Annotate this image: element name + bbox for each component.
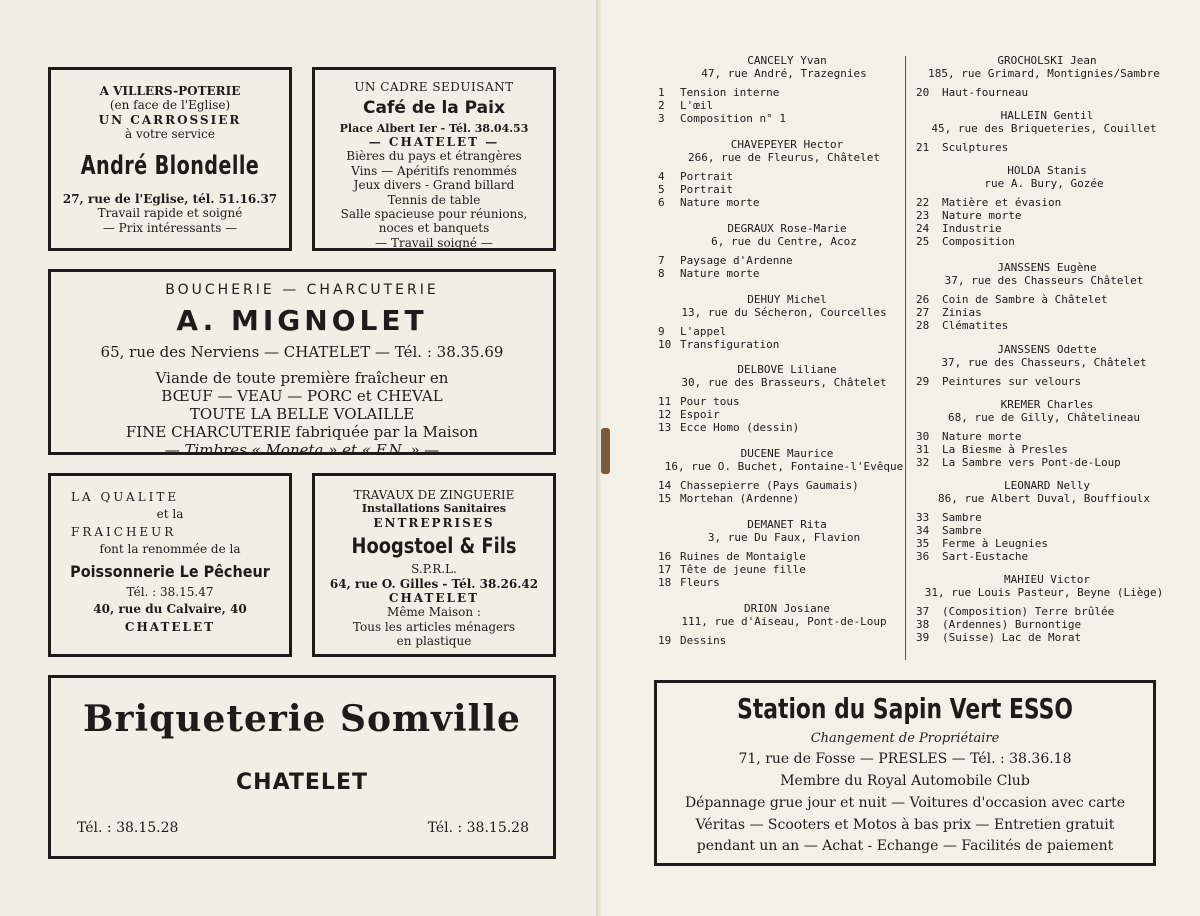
- ad-business-name: Café de la Paix: [363, 98, 505, 119]
- ad-address: 65, rue des Nerviens — CHATELET — Tél. : 38.35.69: [100, 343, 504, 362]
- ad-line: — CHATELET —: [368, 134, 500, 149]
- work-item: [910, 443, 1174, 456]
- ad-line: et la: [156, 507, 184, 522]
- ad-line: Véritas — Scooters et Motos à bas prix — Entretien gratuit: [695, 816, 1115, 833]
- artist-address: 3, rue Du Faux, Flavion: [707, 531, 861, 544]
- work-list: [910, 293, 1174, 332]
- work-number: 12: [658, 408, 672, 421]
- artist-entry: [652, 363, 912, 434]
- work-title: Pour tous: [680, 395, 740, 408]
- work-list: [910, 430, 1174, 469]
- ad-line: Même Maison :: [387, 605, 481, 620]
- artist-entry: [910, 109, 1174, 154]
- work-item: [910, 293, 1174, 306]
- work-number: 10: [658, 338, 672, 351]
- ad-line: 64, rue O. Gilles - Tél. 38.26.42: [329, 576, 539, 591]
- work-item: [652, 112, 912, 125]
- work-item: [652, 576, 912, 589]
- work-list: [652, 634, 912, 647]
- work-list: [652, 170, 912, 209]
- ad-line: Dépannage grue jour et nuit — Voitures d'occasion avec carte: [684, 794, 1126, 811]
- work-number: 22: [916, 196, 930, 209]
- artist-address: 86, rue Albert Duval, Bouffioulx: [938, 492, 1150, 505]
- work-item: [910, 209, 1174, 222]
- artist-entry: [910, 343, 1174, 388]
- artist-address: 16, rue O. Buchet, Fontaine-l'Evêque: [664, 460, 904, 473]
- ad-line: S.P.R.L.: [411, 562, 457, 577]
- artist-address: 37, rue des Chasseurs Châtelet: [944, 274, 1144, 287]
- work-item: [652, 196, 912, 209]
- work-number: 8: [658, 267, 665, 280]
- work-number: 34: [916, 524, 930, 537]
- work-title: (Suisse) Lac de Morat: [942, 631, 1082, 644]
- ad-subtitle: Changement de Propriétaire: [810, 730, 1000, 746]
- ad-station-esso: [654, 680, 1156, 866]
- work-number: 4: [658, 170, 665, 183]
- work-number: 21: [916, 141, 930, 154]
- work-title: Ruines de Montaigle: [680, 550, 806, 563]
- ad-business-name: Briqueterie Somville: [83, 698, 521, 740]
- artist-address: 111, rue d'Aiseau, Pont-de-Loup: [681, 615, 887, 628]
- artist-entry: [910, 164, 1174, 248]
- work-number: 23: [916, 209, 930, 222]
- work-item: [652, 99, 912, 112]
- ad-line: 40, rue du Calvaire, 40: [93, 602, 247, 617]
- work-number: 19: [658, 634, 672, 647]
- work-item: [910, 375, 1174, 388]
- artist-name: LEONARD Nelly: [1003, 479, 1091, 492]
- work-item: [910, 456, 1174, 469]
- ad-line: Tous les articles ménagers: [352, 619, 516, 634]
- ad-line: FRAICHEUR: [71, 524, 177, 539]
- artist-name: MAHIEU Victor: [1003, 573, 1091, 586]
- work-number: 3: [658, 112, 665, 125]
- work-item: [652, 254, 912, 267]
- work-item: [652, 395, 912, 408]
- ad-line: — Prix intéressants —: [102, 220, 238, 235]
- ad-line: CHATELET: [124, 619, 216, 634]
- ad-line: pendant un an — Achat - Echange — Facilités de paiement: [696, 838, 1114, 855]
- work-title: Transfiguration: [680, 338, 780, 351]
- artist-name: KREMER Charles: [1000, 398, 1094, 411]
- work-item: [910, 430, 1174, 443]
- work-title: Peintures sur velours: [942, 375, 1082, 388]
- ad-line: Salle spacieuse pour réunions,: [340, 206, 528, 221]
- work-number: 7: [658, 254, 665, 267]
- work-list: [910, 141, 1174, 154]
- ad-business-name: A. MIGNOLET: [176, 303, 428, 337]
- work-number: 17: [658, 563, 672, 576]
- work-item: [910, 86, 1174, 99]
- artist-entry: [652, 54, 912, 125]
- work-item: [910, 524, 1174, 537]
- ad-line: TRAVAUX DE ZINGUERIE: [353, 488, 515, 502]
- work-item: [910, 222, 1174, 235]
- work-title: (Ardennes) Burnontige: [942, 618, 1082, 631]
- artist-entry: [652, 447, 912, 505]
- ad-line: Installations Sanitaires: [361, 502, 507, 516]
- work-list: [910, 605, 1174, 644]
- work-title: Sart-Eustache: [942, 550, 1029, 563]
- work-number: 15: [658, 492, 672, 505]
- binding-stitch: [601, 428, 610, 474]
- artist-entry: [652, 222, 912, 280]
- work-number: 36: [916, 550, 930, 563]
- artist-entry: [652, 518, 912, 589]
- ad-line: Membre du Royal Automobile Club: [780, 772, 1030, 789]
- work-list: [910, 375, 1174, 388]
- artist-name: DELBOVE Liliane: [737, 363, 837, 376]
- work-title: Nature morte: [680, 196, 760, 209]
- artist-entry: [910, 479, 1174, 563]
- work-number: 13: [658, 421, 672, 434]
- work-list: [652, 325, 912, 351]
- work-number: 26: [916, 293, 930, 306]
- work-title: Composition n° 1: [680, 112, 786, 125]
- artist-name: CANCELY Yvan: [747, 54, 827, 67]
- ad-line: Place Albert Ier - Tél. 38.04.53: [339, 121, 529, 135]
- work-item: [910, 235, 1174, 248]
- work-number: 18: [658, 576, 672, 589]
- work-list: [910, 511, 1174, 563]
- artist-name: HOLDA Stanis: [1007, 164, 1087, 177]
- work-number: 11: [658, 395, 672, 408]
- work-title: Portrait: [680, 183, 733, 196]
- work-list: [652, 479, 912, 505]
- work-list: [910, 196, 1174, 248]
- work-list: [652, 86, 912, 125]
- ad-cafe: [312, 67, 556, 251]
- ad-poissonnerie: [48, 473, 292, 657]
- ad-phone-left: Tél. : 38.15.28: [77, 820, 179, 836]
- work-item: [910, 319, 1174, 332]
- work-item: [652, 634, 912, 647]
- work-number: 37: [916, 605, 930, 618]
- work-number: 31: [916, 443, 930, 456]
- artist-entry: [910, 573, 1174, 644]
- artist-address: 30, rue des Brasseurs, Châtelet: [681, 376, 887, 389]
- artist-name: DEHUY Michel: [747, 293, 827, 306]
- work-title: Portrait: [680, 170, 733, 183]
- work-number: 29: [916, 375, 930, 388]
- work-title: L'appel: [680, 325, 727, 338]
- work-number: 27: [916, 306, 930, 319]
- artist-name: HALLEIN Gentil: [1000, 109, 1094, 122]
- work-item: [652, 267, 912, 280]
- work-title: Sambre: [942, 524, 982, 537]
- artist-address: 185, rue Grimard, Montignies/Sambre: [928, 67, 1160, 80]
- ad-line: — Travail soigné —: [375, 235, 493, 250]
- catalogue-column-2: [910, 54, 1174, 649]
- ad-line: Bières du pays et étrangères: [346, 149, 522, 164]
- ad-line: font la renommée de la: [99, 542, 241, 557]
- work-list: [652, 550, 912, 589]
- ad-line: Viande de toute première fraîcheur en: [155, 369, 449, 388]
- work-item: [910, 537, 1174, 550]
- work-title: Coin de Sambre à Châtelet: [942, 293, 1108, 306]
- ad-line: CHATELET: [388, 590, 480, 605]
- work-item: [652, 550, 912, 563]
- ad-line: Travail rapide et soigné: [97, 206, 243, 221]
- ad-line: noces et banquets: [378, 221, 490, 236]
- artist-address: 13, rue du Sécheron, Courcelles: [681, 306, 887, 319]
- work-title: Tension interne: [680, 86, 780, 99]
- ad-business-name: Poissonnerie Le Pêcheur: [70, 561, 270, 581]
- work-item: [652, 563, 912, 576]
- ad-line: LA QUALITE: [71, 490, 180, 504]
- work-title: Ecce Homo (dessin): [680, 421, 800, 434]
- artist-name: DUCENE Maurice: [740, 447, 834, 460]
- work-number: 6: [658, 196, 665, 209]
- work-number: 14: [658, 479, 672, 492]
- ad-header: BOUCHERIE — CHARCUTERIE: [165, 282, 439, 298]
- ad-line: Jeux divers - Grand billard: [353, 178, 515, 193]
- artist-address: 37, rue des Chasseurs, Châtelet: [941, 356, 1147, 369]
- artist-name: JANSSENS Odette: [997, 343, 1097, 356]
- work-item: [910, 618, 1174, 631]
- ad-business-name: André Blondelle: [80, 150, 260, 181]
- work-title: Mortehan (Ardenne): [680, 492, 800, 505]
- work-item: [652, 170, 912, 183]
- ad-line: Vins — Apéritifs renommés: [351, 163, 517, 178]
- work-number: 1: [658, 86, 665, 99]
- work-title: La Biesme à Presles: [942, 443, 1068, 456]
- ad-footer: — Timbres « Moneta » et « F.N. » —: [164, 441, 440, 460]
- work-item: [910, 141, 1174, 154]
- artist-name: CHAVEPEYER Hector: [730, 138, 844, 151]
- ad-business-name: Hoogstoel & Fils: [351, 533, 517, 558]
- artist-entry: [910, 54, 1174, 99]
- ad-zinguerie: [312, 473, 556, 657]
- artist-address: 6, rue du Centre, Acoz: [711, 235, 857, 248]
- artist-entry: [652, 602, 912, 647]
- work-title: Nature morte: [942, 430, 1022, 443]
- work-number: 32: [916, 456, 930, 469]
- work-item: [910, 605, 1174, 618]
- work-number: 2: [658, 99, 665, 112]
- work-title: Dessins: [680, 634, 727, 647]
- ad-line: 27, rue de l'Eglise, tél. 51.16.37: [62, 191, 278, 206]
- work-item: [652, 86, 912, 99]
- artist-address: rue A. Bury, Gozée: [984, 177, 1104, 190]
- work-title: La Sambre vers Pont-de-Loup: [942, 456, 1121, 469]
- ad-line: 71, rue de Fosse — PRESLES — Tél. : 38.36.18: [738, 751, 1072, 768]
- artist-name: GROCHOLSKI Jean: [997, 54, 1097, 67]
- work-number: 25: [916, 235, 930, 248]
- ad-line: à votre service: [125, 127, 215, 142]
- artist-address: 45, rue des Briqueteries, Couillet: [931, 122, 1157, 135]
- work-title: Nature morte: [680, 267, 760, 280]
- work-item: [910, 306, 1174, 319]
- work-item: [910, 631, 1174, 644]
- work-item: [910, 550, 1174, 563]
- artist-name: DEGRAUX Rose-Marie: [727, 222, 847, 235]
- work-title: Haut-fourneau: [942, 86, 1029, 99]
- artist-name: DRION Josiane: [743, 602, 831, 615]
- work-number: 30: [916, 430, 930, 443]
- work-title: Nature morte: [942, 209, 1022, 222]
- artist-name: JANSSENS Eugène: [997, 261, 1097, 274]
- ad-city: CHATELET: [236, 770, 368, 795]
- ad-line: (en face de l'Eglise): [109, 98, 231, 113]
- catalogue-column-1: [652, 54, 912, 652]
- ad-line: BŒUF — VEAU — PORC et CHEVAL: [161, 387, 443, 406]
- work-number: 20: [916, 86, 930, 99]
- work-list: [910, 86, 1174, 99]
- work-number: 35: [916, 537, 930, 550]
- work-item: [652, 338, 912, 351]
- work-list: [652, 254, 912, 280]
- work-title: (Composition) Terre brûlée: [942, 605, 1115, 618]
- work-title: Sculptures: [942, 141, 1009, 154]
- work-item: [652, 492, 912, 505]
- ad-business-name: Station du Sapin Vert ESSO: [737, 692, 1073, 725]
- ad-carrossier: [48, 67, 292, 251]
- work-number: 38: [916, 618, 930, 631]
- artist-address: 47, rue André, Trazegnies: [701, 67, 867, 80]
- work-title: Sambre: [942, 511, 982, 524]
- artist-address: 31, rue Louis Pasteur, Beyne (Liège): [924, 586, 1164, 599]
- work-number: 33: [916, 511, 930, 524]
- work-title: Paysage d'Ardenne: [680, 254, 793, 267]
- work-title: Fleurs: [680, 576, 720, 589]
- ad-phone-right: Tél. : 38.15.28: [427, 820, 529, 836]
- work-title: Tête de jeune fille: [680, 563, 806, 576]
- work-number: 28: [916, 319, 930, 332]
- ad-line: A VILLERS-POTERIE: [99, 84, 241, 98]
- work-title: Industrie: [942, 222, 1002, 235]
- artist-entry: [652, 293, 912, 351]
- work-item: [652, 325, 912, 338]
- work-item: [652, 408, 912, 421]
- work-list: [652, 395, 912, 434]
- work-title: Chassepierre (Pays Gaumais): [680, 479, 859, 492]
- column-divider: [905, 56, 906, 660]
- work-title: Espoir: [680, 408, 720, 421]
- work-item: [652, 479, 912, 492]
- work-number: 9: [658, 325, 665, 338]
- work-item: [910, 511, 1174, 524]
- ad-line: FINE CHARCUTERIE fabriquée par la Maison: [125, 423, 479, 442]
- work-item: [910, 196, 1174, 209]
- artist-entry: [910, 398, 1174, 469]
- work-title: Matière et évasion: [942, 196, 1062, 209]
- work-title: Ferme à Leugnies: [942, 537, 1048, 550]
- work-number: 5: [658, 183, 665, 196]
- ad-line: Tél. : 38.15.47: [126, 584, 214, 599]
- work-number: 16: [658, 550, 672, 563]
- work-number: 39: [916, 631, 930, 644]
- work-item: [652, 183, 912, 196]
- work-title: Clématites: [942, 319, 1009, 332]
- artist-name: DEMANET Rita: [747, 518, 827, 531]
- ad-line: ENTREPRISES: [373, 515, 495, 530]
- ad-line: en plastique: [396, 634, 472, 649]
- ad-briqueterie: [48, 675, 556, 859]
- artist-address: 266, rue de Fleurus, Châtelet: [687, 151, 881, 164]
- work-title: L'œil: [680, 99, 714, 112]
- ad-line: TOUTE LA BELLE VOLAILLE: [189, 405, 415, 424]
- artist-entry: [652, 138, 912, 209]
- artist-entry: [910, 261, 1174, 332]
- work-title: Composition: [942, 235, 1015, 248]
- artist-address: 68, rue de Gilly, Châtelineau: [947, 411, 1141, 424]
- ad-line: UN CARROSSIER: [98, 112, 242, 127]
- work-title: Zinias: [942, 306, 982, 319]
- ad-line: Tennis de table: [387, 192, 481, 207]
- work-number: 24: [916, 222, 930, 235]
- ad-boucherie: [48, 269, 556, 460]
- work-item: [652, 421, 912, 434]
- ad-line: UN CADRE SEDUISANT: [354, 80, 514, 94]
